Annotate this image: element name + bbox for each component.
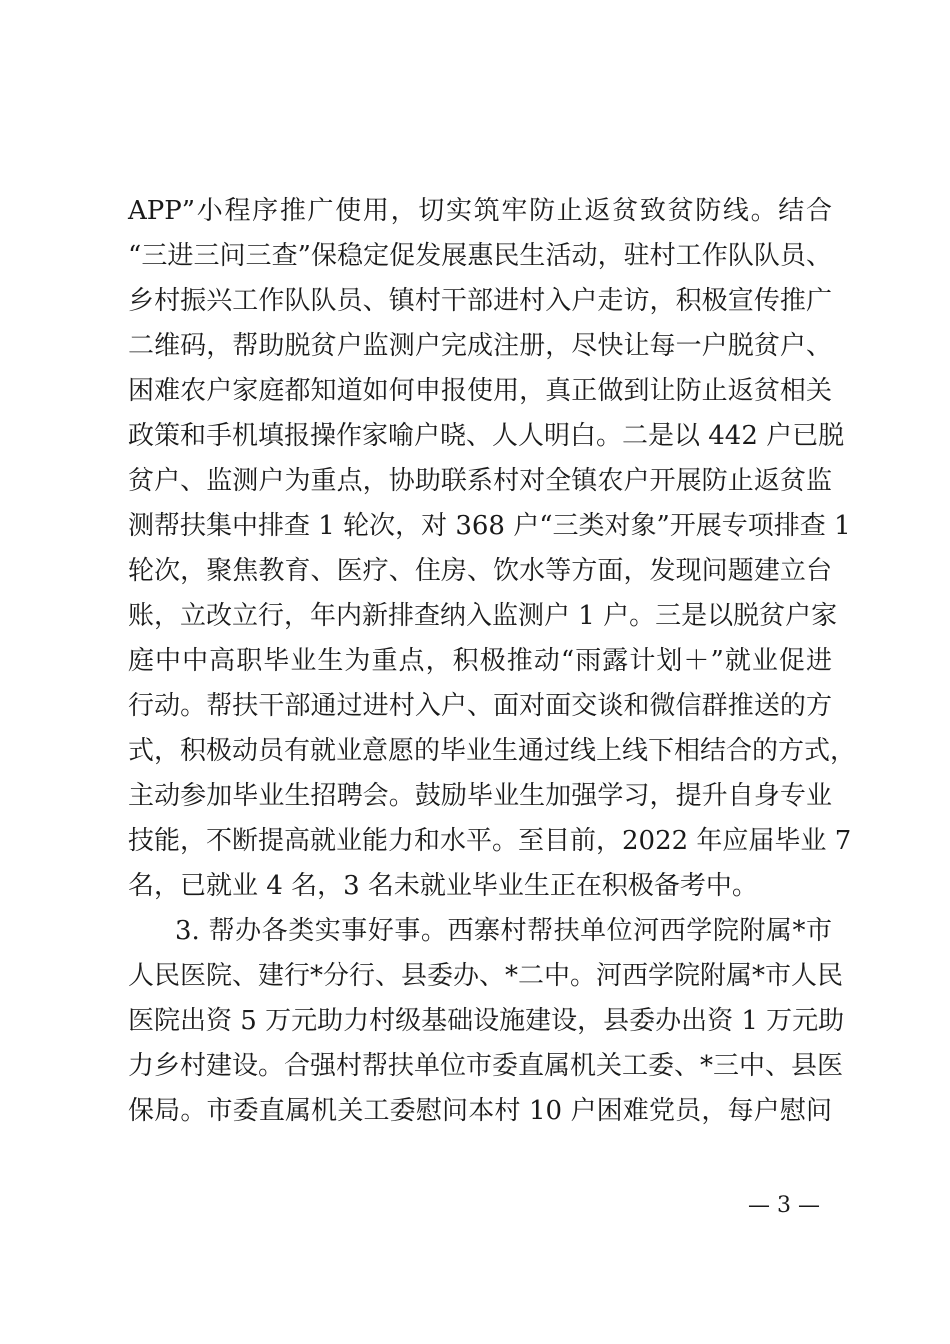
text-line-7: 贫户、监测户为重点，协助联系村对全镇农户开展防止返贫监 [128,466,832,496]
text-line-11: 庭中中高职毕业生为重点，积极推动“雨露计划＋”就业促进 [128,646,832,676]
page-number: — 3 — [748,1193,820,1218]
text-line-6: 政策和手机填报操作家喻户晓、人人明白。二是以 442 户已脱 [128,421,845,451]
text-line-18: 人民医院、建行*分行、县委办、*二中。河西学院附属*市人民 [128,961,844,991]
text-line-2: “三进三问三查”保稳定促发展惠民生活动，驻村工作队队员、 [128,241,832,271]
text-line-13: 式，积极动员有就业意愿的毕业生通过线上线下相结合的方式， [128,736,857,766]
text-line-4: 二维码，帮助脱贫户监测户完成注册，尽快让每一户脱贫户、 [128,331,832,361]
text-line-3: 乡村振兴工作队队员、镇村干部进村入户走访，积极宣传推广 [128,286,832,316]
text-line-14: 主动参加毕业生招聘会。鼓励毕业生加强学习，提升自身专业 [128,781,832,811]
text-line-9: 轮次，聚焦教育、医疗、住房、饮水等方面，发现问题建立台 [128,556,832,586]
text-line-12: 行动。帮扶干部通过进村入户、面对面交谈和微信群推送的方 [128,691,832,721]
text-line-20: 力乡村建设。合强村帮扶单位市委直属机关工委、*三中、县医 [128,1051,844,1081]
text-line-10: 账，立改立行，年内新排查纳入监测户 1 户。三是以脱贫户家 [128,601,838,631]
text-line-15: 技能，不断提高就业能力和水平。至目前，2022 年应届毕业 7 [128,826,852,856]
text-line-5: 困难农户家庭都知道如何申报使用，真正做到让防止返贫相关 [128,376,832,406]
text-line-1: APP”小程序推广使用，切实筑牢防止返贫致贫防线。结合 [128,196,832,226]
text-line-16: 名，已就业 4 名，3 名未就业毕业生正在积极备考中。 [128,871,758,901]
text-line-19: 医院出资 5 万元助力村级基础设施建设，县委办出资 1 万元助 [128,1006,845,1036]
text-line-21: 保局。市委直属机关工委慰问本村 10 户困难党员，每户慰问 [128,1096,832,1126]
text-line-17: 3. 帮办各类实事好事。西寨村帮扶单位河西学院附属*市 [175,916,832,946]
text-line-8: 测帮扶集中排查 1 轮次，对 368 户“三类对象”开展专项排查 1 [128,511,851,541]
